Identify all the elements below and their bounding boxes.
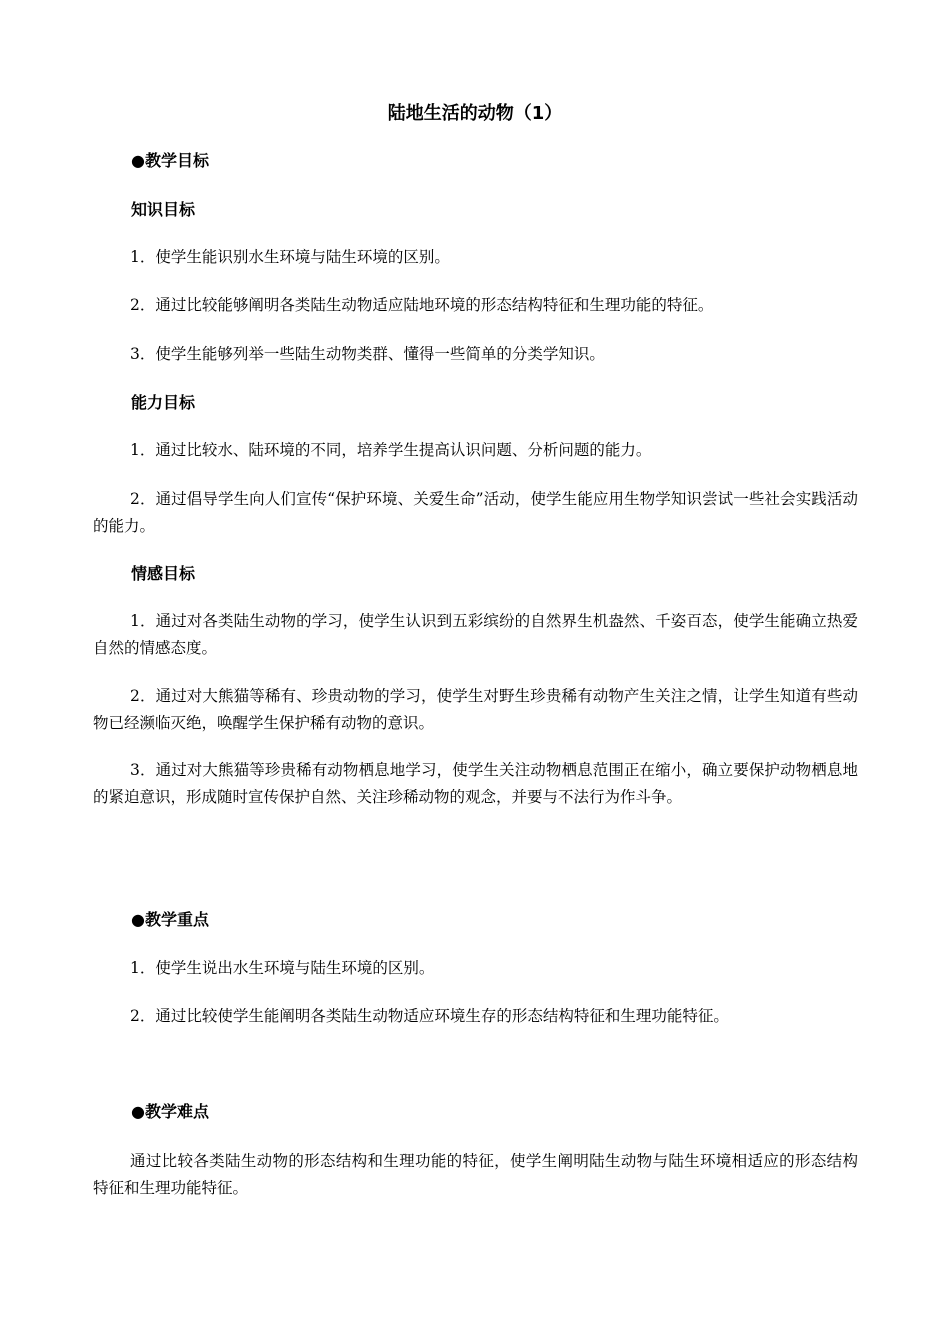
section-heading-difficulties: ●教学难点 <box>131 1102 209 1121</box>
section-heading-key-points: ●教学重点 <box>131 910 209 929</box>
subheading-emotion: 情感目标 <box>131 564 196 583</box>
knowledge-item-3: 3．使学生能够列举一些陆生动物类群、懂得一些简单的分类学知识。 <box>130 345 605 363</box>
knowledge-item-2: 2．通过比较能够阐明各类陆生动物适应陆地环境的形态结构特征和生理功能的特征。 <box>130 296 714 314</box>
difficulties-text: 通过比较各类陆生动物的形态结构和生理功能的特征，使学生阐明陆生动物与陆生环境相适应的形态结构特征和生理功能特征。 <box>93 1152 858 1197</box>
section-heading-objectives: ●教学目标 <box>131 151 209 170</box>
emotion-item-1: 1．通过对各类陆生动物的学习，使学生认识到五彩缤纷的自然界生机盎然、千姿百态，使学生能确立热爱自然的情感态度。 <box>93 612 858 657</box>
document-title: 陆地生活的动物（1） <box>387 103 563 124</box>
ability-item-1: 1．通过比较水、陆环境的不同，培养学生提高认识问题、分析问题的能力。 <box>130 441 652 459</box>
emotion-item-3: 3．通过对大熊猫等珍贵稀有动物栖息地学习，使学生关注动物栖息范围正在缩小，确立要保护动物栖息地的紧迫意识，形成随时宣传保护自然、关注珍稀动物的观念，并要与不法行为作斗争。 <box>93 761 858 806</box>
emotion-item-2: 2．通过对大熊猫等稀有、珍贵动物的学习，使学生对野生珍贵稀有动物产生关注之情，让学生知道有些动物已经濒临灭绝，唤醒学生保护稀有动物的意识。 <box>93 687 858 732</box>
subheading-ability: 能力目标 <box>131 393 196 412</box>
key-point-item-1: 1．使学生说出水生环境与陆生环境的区别。 <box>130 959 435 977</box>
key-point-item-2: 2．通过比较使学生能阐明各类陆生动物适应环境生存的形态结构特征和生理功能特征。 <box>130 1007 729 1025</box>
knowledge-item-1: 1．使学生能识别水生环境与陆生环境的区别。 <box>130 248 450 266</box>
subheading-knowledge: 知识目标 <box>131 200 196 219</box>
ability-item-2: 2．通过倡导学生向人们宣传“保护环境、关爱生命”活动，使学生能应用生物学知识尝试一些社会实践活动的能力。 <box>93 490 858 535</box>
